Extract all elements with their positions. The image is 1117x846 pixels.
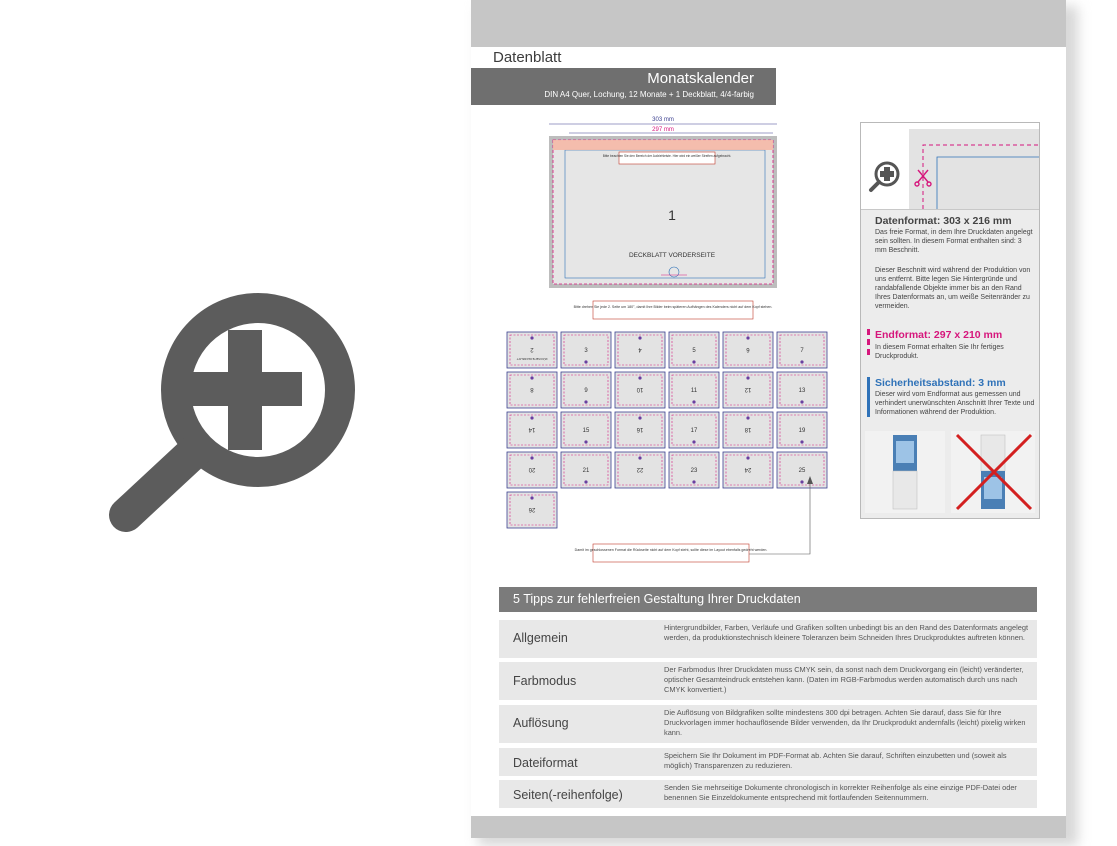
calendar-page-thumb <box>507 492 557 528</box>
tip-text: Der Farbmodus Ihrer Druckdaten muss CMYK sein, da sonst nach dem Druckvorgang ein (leicht) veränderter, optischer Gesamteindruck entstehen kann. (Daten im RGB-Farbmodus werden automatisch durch uns nach CMYK konvertiert.) <box>664 665 1024 694</box>
calendar-page-thumb <box>561 452 611 488</box>
page-number: 7 <box>800 348 804 354</box>
calendar-page-thumb <box>669 332 719 368</box>
page-number: 5 <box>692 348 696 354</box>
tip-text: Hintergrundbilder, Farben, Verläufe und Grafiken sollten unbedingt bis an den Rand des Datenformats angelegt werden, da produktionstechnisch kleinere Toleranzen beim Schneiden Ihres Druckproduktes auftreten können. <box>664 623 1029 642</box>
zoom-small-icon <box>871 163 898 190</box>
tip-row-dateiformat <box>499 748 1037 776</box>
calendar-page-thumb <box>669 412 719 448</box>
datenformat-title: Datenformat: 303 x 216 mm <box>875 215 1012 227</box>
sicherheit-title: Sicherheitsabstand: 3 mm <box>875 377 1006 389</box>
page-number: 9 <box>584 388 588 394</box>
page-number: 17 <box>690 428 698 434</box>
page-number: 4 <box>638 346 642 352</box>
page-number: 13 <box>798 388 806 394</box>
endformat-text: In diesem Format erhalten Sie Ihr fertiges Druckprodukt. <box>875 344 1004 360</box>
calendar-page-thumb <box>561 412 611 448</box>
tips-header: 5 Tipps zur fehlerfreien Gestaltung Ihrer Druckdaten <box>499 587 1037 612</box>
calendar-page-thumb <box>615 452 665 488</box>
page-number: 20 <box>528 466 536 472</box>
page-number: 25 <box>798 468 806 474</box>
datasheet-page <box>471 0 1066 838</box>
rotate-note-box <box>593 301 753 319</box>
calendar-page-thumb <box>561 332 611 368</box>
tip-label: Farbmodus <box>513 674 577 688</box>
page-number: 16 <box>636 426 644 432</box>
calendar-page-thumb <box>777 452 827 488</box>
back-note-arrow <box>749 480 810 554</box>
calendar-page-thumb <box>777 332 827 368</box>
calendar-page-thumb <box>669 372 719 408</box>
cover-note: Bitte beachten Sie den Bereich der Aufziehleiste. Hier wird ein weißer Streifen aufgebracht. <box>602 154 732 158</box>
calendar-hanging-wrong-image <box>951 431 1035 513</box>
corner-detail-graphic <box>861 123 1039 209</box>
page-number: 3 <box>584 348 588 354</box>
tip-label: Allgemein <box>513 631 568 645</box>
tip-text: Speichern Sie Ihr Dokument im PDF-Format ab. Achten Sie darauf, Schriften einzubetten und (soweit als möglich) Transparenzen zu reduzieren. <box>664 751 1007 770</box>
page-number: 12 <box>744 386 752 392</box>
page-number: 8 <box>530 386 534 392</box>
page-number: 18 <box>744 426 752 432</box>
sicherheit-marker <box>867 377 870 417</box>
calendar-page-thumb <box>669 452 719 488</box>
page-number: 15 <box>582 428 590 434</box>
calendar-page-thumb <box>507 412 557 448</box>
calendar-page-thumb <box>615 412 665 448</box>
tip-text: Senden Sie mehrseitige Dokumente chronologisch in korrekter Reihenfolge als eine einzige PDF-Datei oder benennen Sie Einzeldokumente entsprechend mit fortlaufenden Seitennummern. <box>664 783 1017 802</box>
tip-text: Die Auflösung von Bildgrafiken sollte mindestens 300 dpi betragen. Achten Sie darauf, dass Sie für Ihre Druckvorlagen immer hochauflösende Bilder verwenden, da Ihr Druckprodukt andernfalls (leicht) pixelig wirken kann. <box>664 708 1026 737</box>
endformat-marker <box>867 329 873 355</box>
product-subtitle: DIN A4 Quer, Lochung, 12 Monate + 1 Deckblatt, 4/4-farbig <box>544 90 754 99</box>
page-number: 26 <box>528 506 536 512</box>
calendar-page-thumb <box>777 412 827 448</box>
tip-row-aufloesung <box>499 705 1037 743</box>
calendar-page-thumb <box>507 452 557 488</box>
calendar-page-thumb <box>561 372 611 408</box>
tip-row-farbmodus <box>499 662 1037 700</box>
page-number: 2 <box>530 346 534 352</box>
beschnitt-text: Dieser Beschnitt wird während der Produktion von uns entfernt. Bitte legen Sie Hintergründe und randabfallende Objekte immer bis an den Rand Ihres Datenformats an, um weiße Seitenränder zu vermeiden. <box>875 267 1031 310</box>
tip-row-seitenreihenfolge <box>499 780 1037 808</box>
zoom-in-icon[interactable] <box>100 290 370 540</box>
page-number: 10 <box>636 386 644 392</box>
cover-strip <box>553 140 773 150</box>
tip-label: Seiten(-reihenfolge) <box>513 788 623 802</box>
page-number: 11 <box>690 388 698 394</box>
tip-row-allgemein <box>499 620 1037 658</box>
tip-label: Auflösung <box>513 716 569 730</box>
datasheet-tab: Datenblatt <box>471 47 591 68</box>
product-title: Monatskalender <box>647 70 754 87</box>
cover-label: DECKBLATT VORDERSEITE <box>628 252 716 259</box>
inner-width-label: 297 mm <box>652 127 674 133</box>
datenformat-text: Das freie Format, in dem Ihre Druckdaten angelegt sein sollten. In diesem Format enthalten sind: 3 mm Beschnitt. <box>875 229 1033 254</box>
corner-detail <box>861 123 1039 210</box>
cover-number: 1 <box>668 207 676 223</box>
page-number: 24 <box>744 466 752 472</box>
format-info-panel <box>860 122 1040 519</box>
back-note: Damit im geschlossenen Format die Rückseite nicht auf dem Kopf steht, sollte diese im Layout ebenfalls gedreht werden. <box>574 548 768 552</box>
tip-label: Dateiformat <box>513 756 578 770</box>
calendar-page-thumb <box>507 372 557 408</box>
title-bar <box>471 68 776 105</box>
calendar-page-thumb <box>723 372 773 408</box>
calendar-hanging-correct-image <box>865 431 945 513</box>
calendar-page-thumb <box>615 332 665 368</box>
page-number: 14 <box>528 426 536 432</box>
page-number: 22 <box>636 466 644 472</box>
back-note-box <box>593 544 749 562</box>
top-band <box>471 0 1066 47</box>
page-2-caption: RÜCKSEITE DECKBLATT <box>516 357 548 360</box>
sicherheit-text: Dieser wird vom Endformat aus gemessen und verhindert unerwünschten Anschnitt Ihrer Texte und Informationen während der Produktion. <box>875 391 1035 416</box>
calendar-page-thumb <box>723 332 773 368</box>
outer-width-label: 303 mm <box>652 117 674 123</box>
endformat-title: Endformat: 297 x 210 mm <box>875 329 1003 341</box>
rotate-note: Bitte drehen Sie jede 2. Seite um 180°, damit Ihre Bilder beim späteren Aufhängen des Kalenders nicht auf dem Kopf stehen. <box>573 305 773 309</box>
calendar-page-thumb <box>723 412 773 448</box>
calendar-page-thumb <box>723 452 773 488</box>
page-number: 6 <box>746 346 750 352</box>
page-number: 19 <box>798 428 806 434</box>
page-number: 21 <box>582 468 590 474</box>
calendar-page-thumb <box>777 372 827 408</box>
bottom-band <box>471 816 1066 838</box>
calendar-page-thumb <box>507 332 557 368</box>
page-number: 23 <box>690 468 698 474</box>
calendar-page-thumb <box>615 372 665 408</box>
pages-grid <box>507 332 827 528</box>
